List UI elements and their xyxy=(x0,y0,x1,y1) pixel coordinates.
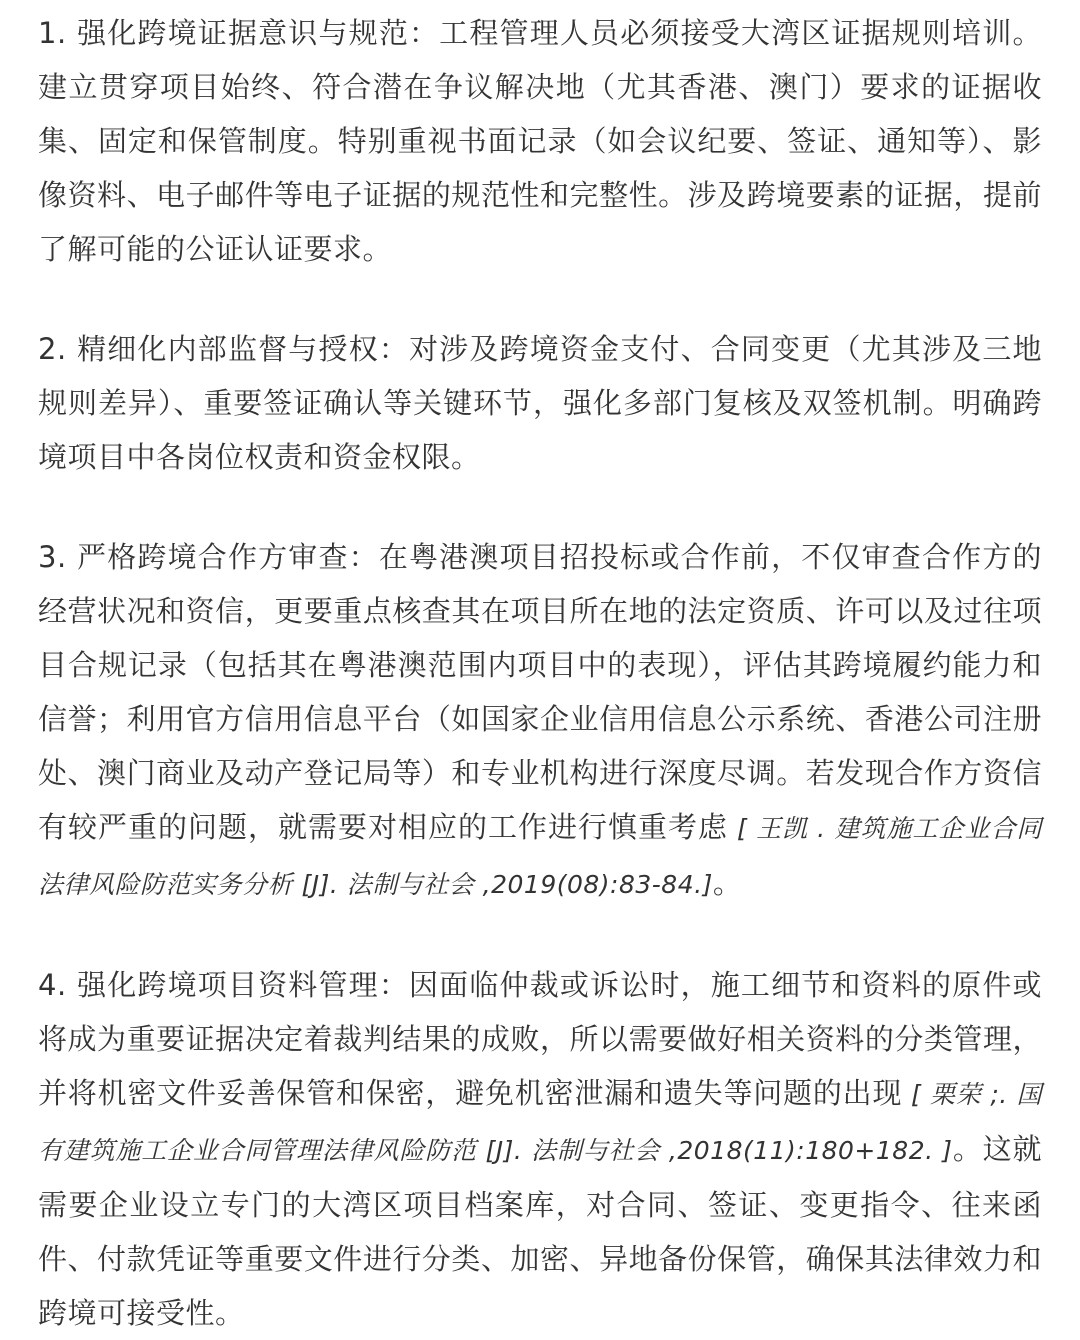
paragraph-2 xyxy=(38,322,1042,484)
paragraph-3-citation: [ 王凯 . 建筑施工企业合同法律风险防范实务分析 [J]. 法制与社会 ,2019(08):83-84.] xyxy=(38,814,1042,899)
paragraph-3 xyxy=(38,530,1042,912)
paragraph-3-text-end: 。 xyxy=(712,866,743,900)
paragraph-1 xyxy=(38,6,1042,276)
paragraph-3-text: 3. 严格跨境合作方审查：在粤港澳项目招投标或合作前，不仅审查合作方的经营状况和资信，更要重点核查其在项目所在地的法定资质、许可以及过往项目合规记录（包括其在粤港澳范围内项目中的表现），评估其跨境履约能力和信誉；利用官方信用信息平台（如国家企业信用信息公示系统、香港公司注册处、澳门商业及动产登记局等）和专业机构进行深度尽调。若发现合作方资信有较严重的问题，就需要对相应的工作进行慎重考虑 xyxy=(38,540,1042,844)
paragraph-1-text: 1. 强化跨境证据意识与规范：工程管理人员必须接受大湾区证据规则培训。建立贯穿项目始终、符合潜在争议解决地（尤其香港、澳门）要求的证据收集、固定和保管制度。特别重视书面记录（如会议纪要、签证、通知等）、影像资料、电子邮件等电子证据的规范性和完整性。涉及跨境要素的证据，提前了解可能的公证认证要求。 xyxy=(38,16,1042,266)
paragraph-4 xyxy=(38,958,1042,1340)
paragraph-4-citation: [ 栗荣 ;. 国有建筑施工企业合同管理法律风险防范 [J]. 法制与社会 ,2018(11):180+182. ] xyxy=(38,1080,1042,1165)
paragraph-2-text: 2. 精细化内部监督与授权：对涉及跨境资金支付、合同变更（尤其涉及三地规则差异）、重要签证确认等关键环节，强化多部门复核及双签机制。明确跨境项目中各岗位权责和资金权限。 xyxy=(38,332,1042,474)
paragraph-4-text-end: 。这就需要企业设立专门的大湾区项目档案库，对合同、签证、变更指令、往来函件、付款凭证等重要文件进行分类、加密、异地备份保管，确保其法律效力和跨境可接受性。 xyxy=(38,1132,1042,1330)
paragraph-4-text: 4. 强化跨境项目资料管理：因面临仲裁或诉讼时，施工细节和资料的原件或将成为重要证据决定着裁判结果的成败，所以需要做好相关资料的分类管理，并将机密文件妥善保管和保密，避免机密泄漏和遗失等问题的出现 xyxy=(38,968,1042,1110)
